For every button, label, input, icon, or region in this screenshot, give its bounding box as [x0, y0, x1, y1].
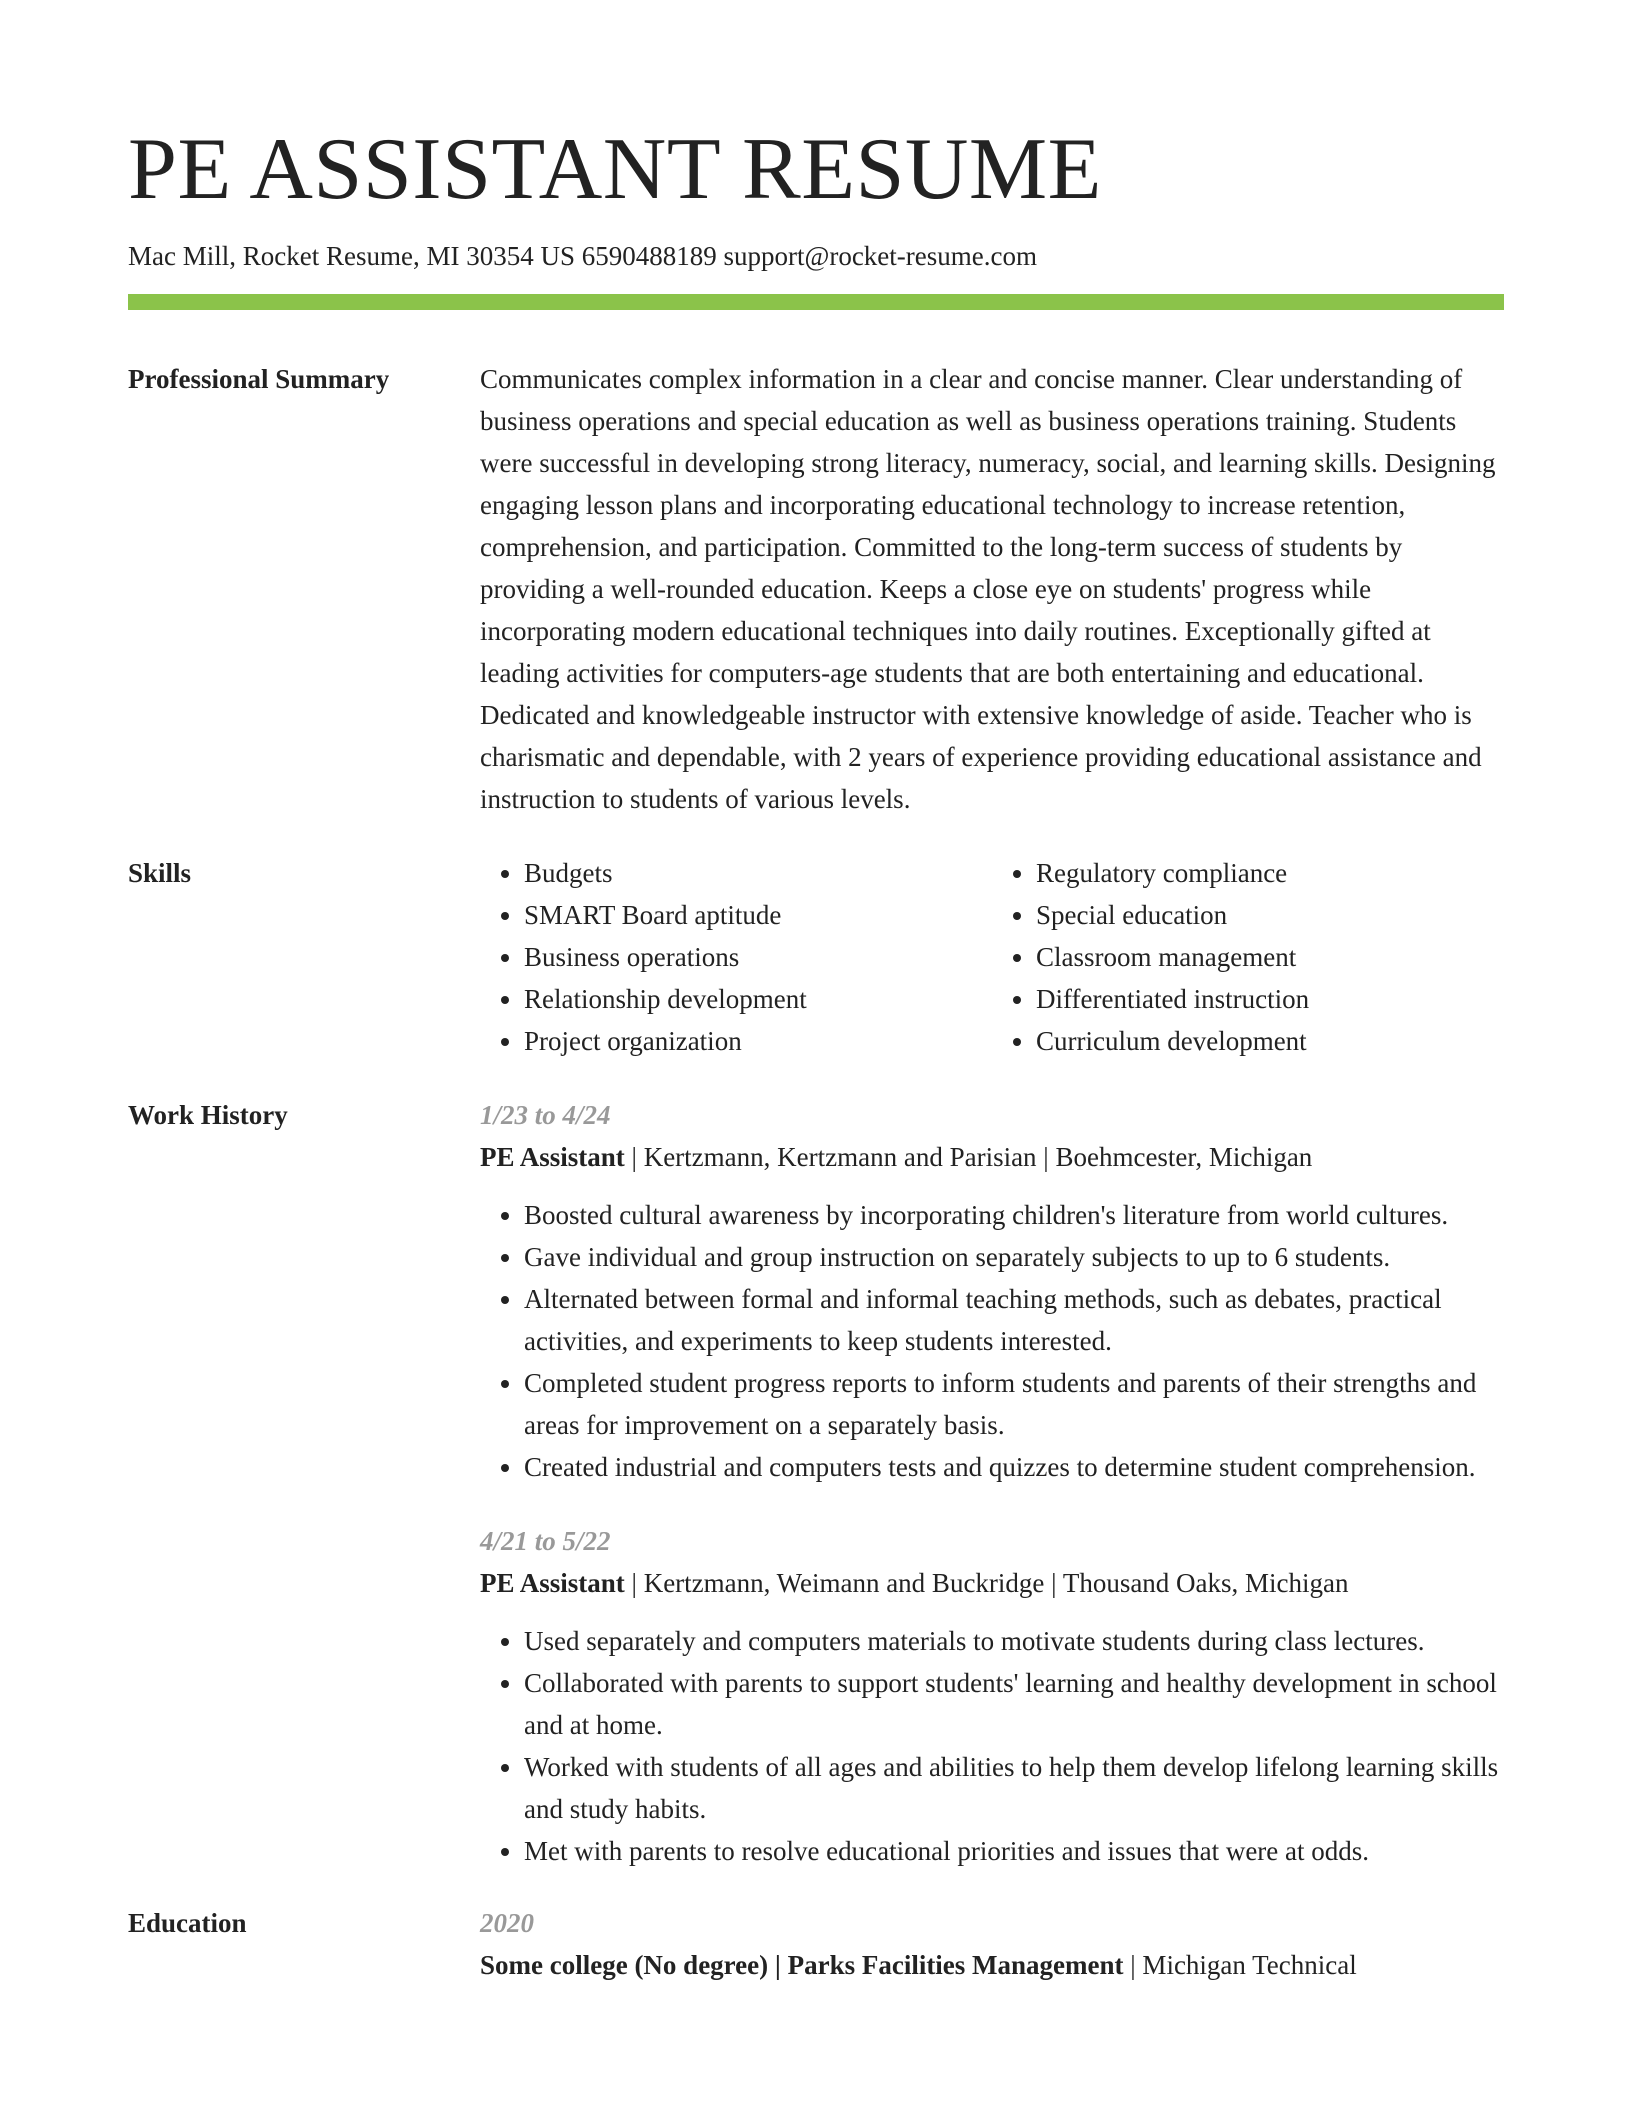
job-details: | Kertzmann, Kertzmann and Parisian | Boehmcester, Michigan [624, 1142, 1313, 1172]
skill-item: • Relationship development [524, 978, 992, 1020]
resume-page [128, 118, 1504, 1986]
education-section [128, 1902, 1504, 1986]
job-dates: 1/23 to 4/24 [480, 1100, 611, 1130]
education-school: | Michigan Technical [1123, 1950, 1357, 1980]
contact-info: Mac Mill, Rocket Resume, MI 30354 US 6590488189 support@rocket-resume.com [128, 241, 1037, 271]
skill-item: • Budgets [524, 852, 992, 894]
skills-body [480, 852, 1504, 1062]
education-line [480, 1944, 1504, 1986]
education-degree: Some college (No degree) | Parks Facilities Management [480, 1950, 1124, 1980]
job-bullet: • Worked with students of all ages and abilities to help them develop lifelong learning skills and study habits. [524, 1746, 1504, 1830]
accent-divider [128, 294, 1504, 310]
job-bullet: • Collaborated with parents to support students' learning and healthy development in school and at home. [524, 1662, 1504, 1746]
job-details: | Kertzmann, Weimann and Buckridge | Thousand Oaks, Michigan [624, 1568, 1349, 1598]
job-bullet: • Met with parents to resolve educational priorities and issues that were at odds. [524, 1830, 1504, 1872]
job-bullet: • Boosted cultural awareness by incorporating children's literature from world cultures. [524, 1194, 1504, 1236]
job-heading [480, 1562, 1504, 1604]
job-entry [480, 1094, 1504, 1488]
summary-text: Communicates complex information in a clear and concise manner. Clear understanding of business operations and special education as well as business operations training. Students were successful in developing strong literacy, numeracy, social, and learning skills. Designing engaging lesson plans and incorporating educational technology to increase retention, comprehension, and participation. Committed to the long-term success of students by providing a well-rounded education. Keeps a close eye on students' progress while incorporating modern educational techniques into daily routines. Exceptionally gifted at leading activities for computers-age students that are both entertaining and educational. Dedicated and knowledgeable instructor with extensive knowledge of aside. Teacher who is charismatic and dependable, with 2 years of experience providing educational assistance and instruction to students of various levels. [480, 364, 1496, 814]
section-label-work: Work History [128, 1100, 288, 1130]
section-label-summary: Professional Summary [128, 364, 390, 394]
job-title: PE Assistant [480, 1142, 625, 1172]
job-bullet: • Alternated between formal and informal teaching methods, such as debates, practical activities, and experiments to keep students interested. [524, 1278, 1504, 1362]
skills-section [128, 852, 1504, 1062]
skill-item: • Regulatory compliance [1036, 852, 1504, 894]
education-year: 2020 [480, 1908, 534, 1938]
skill-item: • Curriculum development [1036, 1020, 1504, 1062]
job-dates: 4/21 to 5/22 [480, 1526, 611, 1556]
work-history-section [128, 1094, 1504, 1872]
skill-item: • Project organization [524, 1020, 992, 1062]
skill-item: • SMART Board aptitude [524, 894, 992, 936]
skill-item: • Differentiated instruction [1036, 978, 1504, 1020]
job-bullet: • Used separately and computers materials to motivate students during class lectures. [524, 1620, 1504, 1662]
job-title: PE Assistant [480, 1568, 625, 1598]
job-bullet: • Created industrial and computers tests and quizzes to determine student comprehension. [524, 1446, 1504, 1488]
skill-item: • Business operations [524, 936, 992, 978]
work-body [480, 1094, 1504, 1872]
job-bullets [480, 1194, 1504, 1488]
skills-grid [480, 852, 1504, 1062]
job-heading [480, 1136, 1504, 1178]
section-label-skills: Skills [128, 858, 192, 888]
job-bullet: • Completed student progress reports to inform students and parents of their strengths and areas for improvement on a separately basis. [524, 1362, 1504, 1446]
resume-title: PE ASSISTANT RESUME [128, 121, 1102, 218]
education-body [480, 1902, 1504, 1986]
skills-column-right [992, 852, 1504, 1062]
skills-column-left [480, 852, 992, 1062]
section-label-education: Education [128, 1908, 247, 1938]
job-bullet: • Gave individual and group instruction on separately subjects to up to 6 students. [524, 1236, 1504, 1278]
skill-item: • Special education [1036, 894, 1504, 936]
job-entry [480, 1520, 1504, 1872]
professional-summary-section [128, 358, 1504, 820]
skill-item: • Classroom management [1036, 936, 1504, 978]
job-bullets [480, 1620, 1504, 1872]
